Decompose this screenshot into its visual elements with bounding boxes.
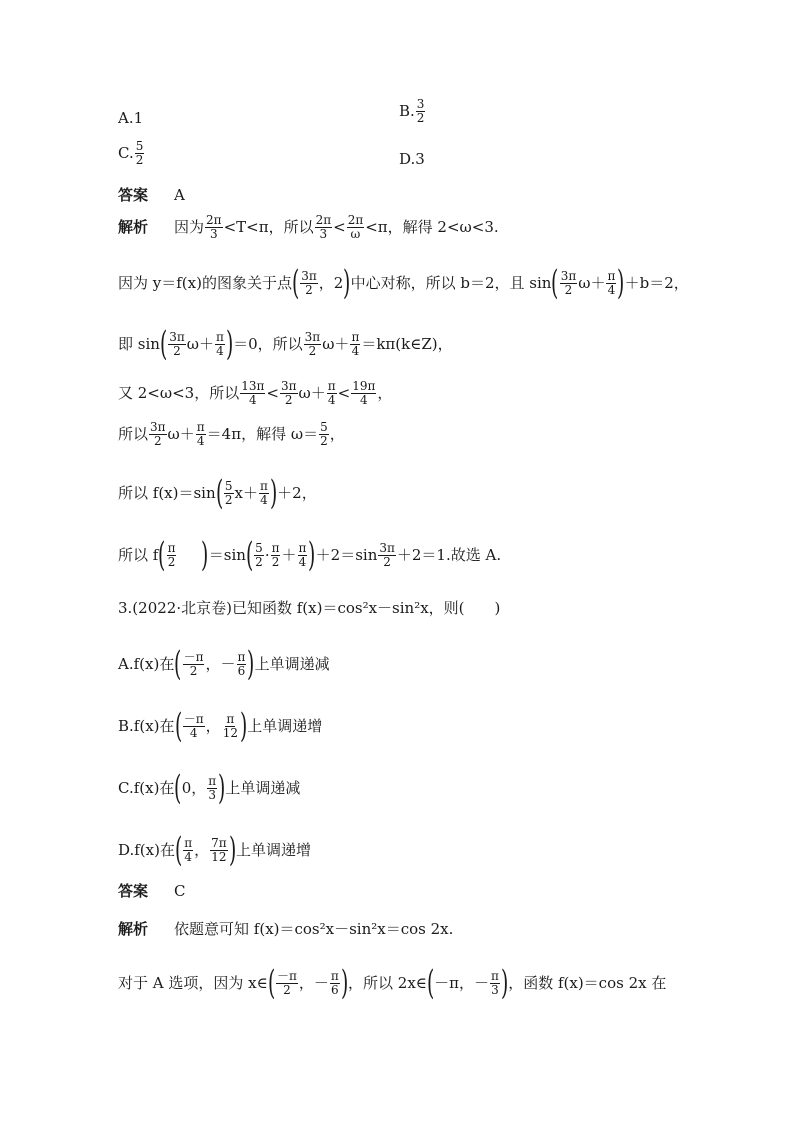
- math-text: 3π: [280, 379, 297, 393]
- math-text: 3: [209, 226, 218, 241]
- math-text: 2: [564, 282, 573, 297]
- q3-option-b: [118, 706, 323, 746]
- math-text: 2: [173, 343, 181, 358]
- math-text: ＋b＝2，: [624, 273, 689, 292]
- math-text: π: [196, 420, 205, 434]
- q3-analysis-line-2: [118, 963, 667, 1003]
- math-text: π: [327, 379, 336, 393]
- math-text: 2: [283, 982, 291, 997]
- fraction: [347, 214, 365, 240]
- math-text: －π: [276, 968, 297, 983]
- option-d-text: D.3: [399, 150, 425, 168]
- math-text: π: [298, 540, 307, 555]
- bracket: (: [267, 963, 275, 1003]
- math-text: ＋2＝1.故选 A.: [396, 545, 502, 564]
- math-text: 4: [248, 392, 257, 407]
- math-text: ，: [205, 716, 221, 735]
- math-text: 3π: [150, 420, 166, 434]
- math-text: π: [208, 773, 217, 788]
- math-text: －π: [183, 649, 204, 664]
- math-text: 因为: [174, 217, 205, 236]
- math-text: ＝kπ(k∈Z)，: [361, 334, 453, 353]
- math-text: 又 2<ω<3，所以: [118, 383, 240, 402]
- bracket: ): [343, 263, 351, 303]
- math-text: 3π: [301, 268, 317, 283]
- bracket: (: [174, 768, 182, 808]
- math-text: π: [237, 649, 246, 664]
- math-text: 2: [305, 282, 313, 297]
- math-text: π: [260, 478, 268, 493]
- math-text: ＝sin: [208, 545, 246, 564]
- math-text: 中心对称，所以 b＝2，且 sin: [350, 273, 552, 292]
- math-text: <: [333, 217, 346, 236]
- fraction: [351, 380, 376, 406]
- math-text: 4: [216, 343, 224, 358]
- fraction: [259, 480, 269, 506]
- math-text: －π，－: [434, 973, 490, 992]
- q3-answer-line: [118, 884, 186, 899]
- fraction: [327, 380, 337, 406]
- math-text: 2: [320, 433, 328, 448]
- math-text: ω＋: [167, 424, 195, 443]
- fraction: [135, 140, 145, 166]
- fraction: [167, 542, 177, 568]
- option-d: [399, 152, 425, 167]
- bracket: ): [239, 706, 248, 746]
- fraction: [210, 837, 228, 863]
- math-text: 2π: [347, 213, 364, 227]
- bracket: (: [426, 963, 435, 1003]
- fraction: [560, 270, 578, 296]
- math-text: π: [226, 711, 235, 726]
- math-text: ＋: [281, 545, 297, 564]
- bracket: ): [201, 535, 209, 575]
- math-text: 12: [222, 725, 238, 740]
- math-text: ω＋: [186, 334, 214, 353]
- math-text: 2π: [206, 213, 222, 227]
- math-text: 5: [320, 420, 328, 434]
- bracket: (: [174, 706, 182, 746]
- fraction: [207, 775, 217, 801]
- math-text: 4: [189, 725, 198, 740]
- math-text: D.f(x)在: [118, 840, 175, 859]
- bracket: (: [174, 830, 183, 870]
- fraction: [215, 331, 225, 357]
- analysis-line-2: [118, 263, 689, 303]
- bracket: (: [291, 263, 300, 303]
- math-text: π: [330, 968, 339, 983]
- math-text: 7π: [211, 835, 227, 850]
- bracket: (: [215, 473, 223, 513]
- math-text: 2: [167, 554, 176, 569]
- math-text: 6: [331, 982, 339, 997]
- math-text: π: [351, 329, 360, 344]
- math-text: x＋: [234, 483, 259, 502]
- math-text: 2π: [315, 213, 332, 227]
- math-text: 4: [359, 392, 368, 407]
- math-text: 3π: [560, 268, 577, 283]
- option-c: [118, 140, 145, 166]
- math-text: －π: [183, 711, 204, 726]
- fraction: [300, 270, 318, 296]
- fraction: [183, 837, 193, 863]
- math-text: 2: [383, 554, 391, 569]
- math-text: 所以: [118, 424, 149, 443]
- bracket: (: [551, 263, 559, 303]
- q3-option-a: [118, 644, 330, 684]
- math-text: 2: [308, 343, 317, 358]
- math-text: 即 sin: [118, 334, 160, 353]
- analysis-label: 解析: [118, 920, 149, 938]
- math-text: 4: [607, 282, 616, 297]
- math-text: 0，: [181, 778, 207, 797]
- analysis-line-6: [118, 473, 317, 513]
- math-text: π: [215, 329, 224, 344]
- fraction: [276, 970, 298, 996]
- bracket: ): [617, 263, 625, 303]
- question-stem-text: 3.(2022·北京卷)已知函数 f(x)＝cos²x－sin²x，则( ): [118, 599, 501, 617]
- fraction: [205, 214, 223, 240]
- answer-label: 答案: [118, 186, 149, 204]
- math-text: 2: [284, 392, 293, 407]
- bracket: (: [158, 535, 166, 575]
- math-text: <π，解得 2<ω<3.: [365, 217, 499, 236]
- fraction: [280, 380, 298, 406]
- math-text: ，: [329, 424, 345, 443]
- math-text: 3: [491, 982, 499, 997]
- math-text: 13π: [241, 379, 265, 393]
- math-text: 所以 f(x)＝sin: [118, 483, 216, 502]
- question-3-stem: [118, 601, 500, 616]
- analysis-text: 依题意可知 f(x)＝cos²x－sin²x＝cos 2x.: [174, 920, 454, 938]
- math-text: 19π: [352, 379, 376, 393]
- q3-analysis-line-1: [118, 922, 453, 937]
- q3-option-c: [118, 768, 301, 808]
- math-text: ，2: [318, 273, 344, 292]
- math-text: π: [607, 268, 616, 283]
- math-text: ω＋: [298, 383, 326, 402]
- bracket: (: [245, 535, 254, 575]
- math-text: ·: [264, 545, 270, 564]
- analysis-line-4: [118, 380, 392, 406]
- math-text: 对于 A 选项，因为 x∈: [118, 973, 268, 992]
- math-text: ，: [377, 383, 393, 402]
- math-text: 2: [135, 152, 144, 167]
- fraction: [237, 651, 247, 677]
- math-text: 2: [189, 663, 198, 678]
- math-text: ω: [350, 226, 361, 241]
- fraction: [222, 713, 239, 739]
- answer-line: [118, 188, 185, 203]
- option-a-text: A.1: [118, 109, 144, 127]
- fraction: [606, 270, 616, 296]
- fraction: [490, 970, 500, 996]
- fraction: [378, 542, 396, 568]
- math-text: ，所以 2x∈: [348, 973, 427, 992]
- math-text: 上单调递增: [247, 716, 323, 735]
- math-text: ＝0，所以: [233, 334, 303, 353]
- option-c-prefix: C.: [118, 143, 134, 162]
- math-text: ，: [194, 840, 210, 859]
- analysis-line-1: [118, 214, 499, 240]
- math-text: ，－: [298, 973, 329, 992]
- analysis-line-3: [118, 324, 453, 364]
- math-text: B.f(x)在: [118, 716, 175, 735]
- fraction: [240, 380, 265, 406]
- bracket: ): [500, 963, 509, 1003]
- fraction: [149, 421, 167, 447]
- bracket: (: [174, 644, 182, 684]
- math-text: 2: [255, 554, 263, 569]
- math-text: <: [266, 383, 279, 402]
- math-text: 上单调递减: [254, 654, 330, 673]
- math-text: A.f(x)在: [118, 654, 175, 673]
- analysis-line-7: [118, 535, 502, 575]
- fraction: [168, 331, 186, 357]
- math-text: 12: [211, 849, 227, 864]
- math-text: 因为 y＝f(x)的图象关于点: [118, 273, 292, 292]
- math-text: <T<π，所以: [223, 217, 314, 236]
- math-text: 3π: [304, 329, 321, 344]
- bracket: ): [225, 324, 234, 364]
- math-text: 2: [271, 554, 280, 569]
- fraction: [315, 214, 333, 240]
- answer-value: A: [174, 186, 185, 204]
- math-text: ＝4π，解得 ω＝: [206, 424, 319, 443]
- option-a: [118, 111, 143, 126]
- fraction: [183, 651, 205, 677]
- math-text: 5: [135, 139, 144, 153]
- math-text: 4: [196, 433, 205, 448]
- math-text: 5: [224, 478, 233, 493]
- bracket: ): [340, 963, 349, 1003]
- math-text: 上单调递增: [235, 840, 311, 859]
- math-text: 3: [208, 787, 217, 802]
- math-text: 4: [327, 392, 336, 407]
- math-text: 4: [260, 492, 268, 507]
- fraction: [319, 421, 329, 447]
- math-text: 2: [224, 492, 233, 507]
- option-b-prefix: B.: [399, 101, 415, 120]
- fraction: [350, 331, 360, 357]
- fraction: [298, 542, 308, 568]
- math-text: 6: [237, 663, 246, 678]
- fraction: [183, 713, 205, 739]
- math-text: π: [491, 968, 499, 983]
- math-text: 5: [255, 540, 263, 555]
- math-text: ，函数 f(x)＝cos 2x 在: [508, 973, 667, 992]
- math-text: 所以 f: [118, 545, 159, 564]
- option-b: [399, 98, 426, 124]
- bracket: ): [308, 535, 316, 575]
- math-text: ω＋: [578, 273, 606, 292]
- fraction: [271, 542, 281, 568]
- fraction: [254, 542, 264, 568]
- fraction: [416, 98, 426, 124]
- math-text: 2: [416, 110, 425, 125]
- fraction: [196, 421, 206, 447]
- fraction: [304, 331, 322, 357]
- math-text: 4: [184, 849, 193, 864]
- math-text: ，－: [205, 654, 236, 673]
- bracket: (: [159, 324, 168, 364]
- math-text: ＋2＝sin: [315, 545, 378, 564]
- math-text: 4: [351, 343, 360, 358]
- fraction: [224, 480, 234, 506]
- math-text: 4: [298, 554, 307, 569]
- math-text: 3: [416, 97, 425, 111]
- math-text: ω＋: [322, 334, 350, 353]
- analysis-label: 解析: [118, 217, 149, 236]
- answer-label: 答案: [118, 882, 149, 900]
- answer-value: C: [174, 882, 186, 900]
- q3-option-d: [118, 830, 311, 870]
- bracket: ): [228, 830, 236, 870]
- math-text: π: [271, 540, 280, 555]
- math-text: 2: [153, 433, 162, 448]
- math-text: ＋2，: [277, 483, 317, 502]
- math-text: 3: [319, 226, 328, 241]
- math-text: π: [184, 835, 193, 850]
- bracket: ): [218, 768, 226, 808]
- math-text: 3π: [169, 329, 185, 344]
- bracket: ): [269, 473, 278, 513]
- bracket: ): [247, 644, 255, 684]
- math-text: 3π: [379, 540, 395, 555]
- analysis-line-5: [118, 421, 345, 447]
- fraction: [330, 970, 340, 996]
- math-text: π: [167, 540, 176, 555]
- math-text: <: [337, 383, 351, 402]
- math-text: C.f(x)在: [118, 778, 175, 797]
- math-text: 上单调递减: [225, 778, 301, 797]
